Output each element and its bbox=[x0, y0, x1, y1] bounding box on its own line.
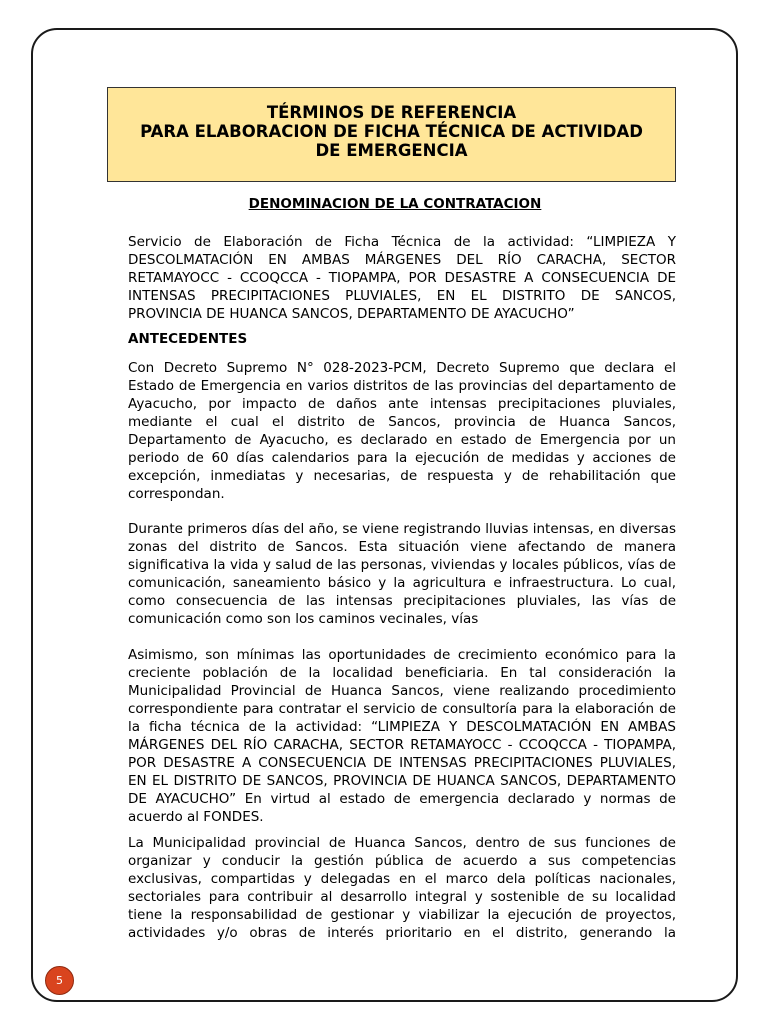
title-box bbox=[107, 87, 676, 182]
paragraph-municipalidad: La Municipalidad provincial de Huanca Sancos, dentro de sus funciones de organizar y conducir la gestión pública de acuerdo a sus competencias exclusivas, compartidas y delegadas en el marco dela políticas nacionales, sectoriales para contribuir al desarrollo integral y sostenible de su localidad tiene la responsabilidad de gestionar y viabilizar la ejecución de proyectos, actividades y/o obras de interés prioritario en el distrito, generando la bbox=[128, 835, 676, 941]
paragraph-decreto: Con Decreto Supremo N° 028-2023-PCM, Decreto Supremo que declara el Estado de Emergencia en varios distritos de las provincias del departamento de Ayacucho, por impacto de daños ante intensas precipitaciones pluviales, mediante el cual el distrito de Sancos, provincia de Huanca Sancos, Departamento de Ayacucho, es declarado en estado de Emergencia por un periodo de 60 días calendarios para la ejecución de medidas y acciones de excepción, inmediatas y necesarias, de respuesta y de rehabilitación que correspondan. bbox=[128, 360, 676, 502]
paragraph-lluvias: Durante primeros días del año, se viene registrando lluvias intensas, en diversas zonas del distrito de Sancos. Esta situación viene afectando de manera significativa la vida y salud de las personas, viviendas y locales públicos, vías de comunicación, saneamiento básico y la agricultura e infraestructura. Lo cual, como consecuencia de las intensas precipitaciones pluviales, las vías de comunicación como son los caminos vecinales, vías bbox=[128, 521, 676, 627]
page-number-badge: 5 bbox=[45, 966, 74, 995]
title-line-2: PARA ELABORACION DE FICHA TÉCNICA DE ACTIVIDAD bbox=[140, 122, 643, 141]
title-line-1: TÉRMINOS DE REFERENCIA bbox=[266, 103, 517, 122]
section-heading-antecedentes: ANTECEDENTES bbox=[128, 331, 248, 347]
service-paragraph: Servicio de Elaboración de Ficha Técnica de la actividad: “LIMPIEZA Y DESCOLMATACIÓN EN AMBAS MÁRGENES DEL RÍO CARACHA, SECTOR RETAMAYOCC - CCOQCCA - TIOPAMPA, POR DESASTRE A CONSECUENCIA DE INTENSAS PRECIPITACIONES PLUVIALES, EN EL DISTRITO DE SANCOS, PROVINCIA DE HUANCA SANCOS, DEPARTAMENTO DE AYACUCHO” bbox=[128, 234, 676, 322]
section-heading-denominacion: DENOMINACION DE LA CONTRATACION bbox=[248, 196, 542, 212]
paragraph-asimismo: Asimismo, son mínimas las oportunidades de crecimiento económico para la creciente población de la localidad beneficiaria. En tal consideración la Municipalidad Provincial de Huanca Sancos, viene realizando procedimiento correspondiente para contratar el servicio de consultoría para la elaboración de la ficha técnica de la actividad: “LIMPIEZA Y DESCOLMATACIÓN EN AMBAS MÁRGENES DEL RÍO CARACHA, SECTOR RETAMAYOCC - CCOQCCA - TIOPAMPA, POR DESASTRE A CONSECUENCIA DE INTENSAS PRECIPITACIONES PLUVIALES, EN EL DISTRITO DE SANCOS, PROVINCIA DE HUANCA SANCOS, DEPARTAMENTO DE AYACUCHO” En virtud al estado de emergencia declarado y normas de acuerdo al FONDES. bbox=[128, 647, 676, 825]
title-line-3: DE EMERGENCIA bbox=[315, 141, 468, 160]
